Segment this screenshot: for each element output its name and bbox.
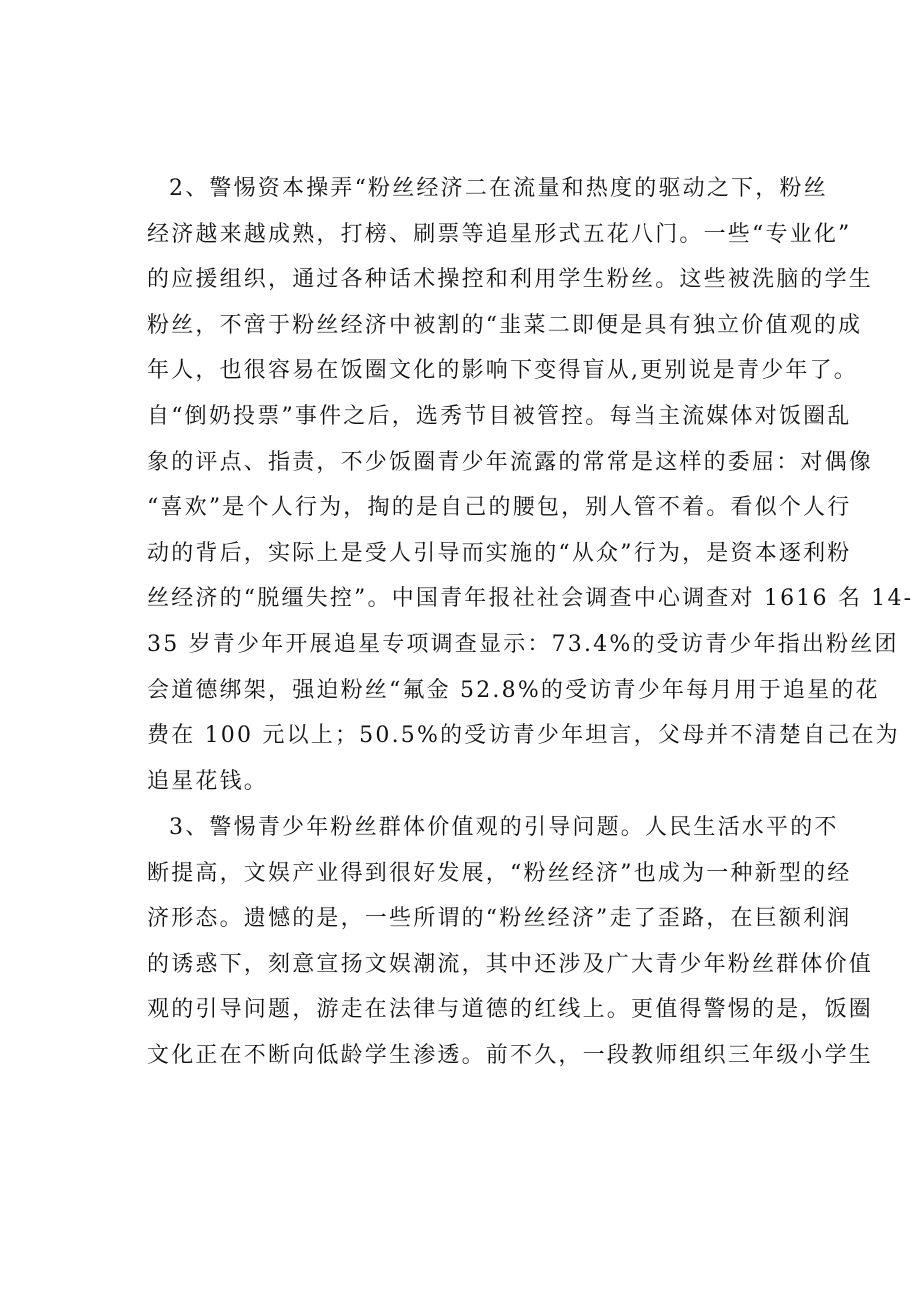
text-line: 年人，也很容易在饭圈文化的影响下变得盲从,更别说是青少年了。 [147, 358, 858, 384]
text-line: 粉丝，不啻于粉丝经济中被割的“韭菜二即便是具有独立价值观的成 [147, 312, 863, 338]
text-line: 费在 100 元以上；50.5%的受访青少年坦言，父母并不清楚自己在为 [147, 723, 900, 749]
text-line: 会道德绑架，强迫粉丝“氟金 52.8%的受访青少年每月用于追星的花 [147, 677, 880, 703]
paragraph-2 [147, 166, 914, 804]
text-line: 济形态。遗憾的是，一些所谓的“粉丝经济”走了歪路，在巨额利润 [147, 906, 852, 932]
text-line: 3、警惕青少年粉丝群体价值观的引导问题。人民生活水平的不 [169, 815, 839, 840]
text-line: “喜欢”是个人行为，掏的是自己的腰包，别人管不着。看似个人行 [147, 495, 852, 521]
text-line: 自“倒奶投票”事件之后，选秀节目被管控。每当主流媒体对饭圈乱 [147, 403, 852, 429]
text-line: 文化正在不断向低龄学生渗透。前不久，一段教师组织三年级小学生 [147, 1042, 874, 1068]
text-line: 观的引导问题，游走在法律与道德的红线上。更值得警惕的是，饭圈 [147, 997, 874, 1023]
text-line: 的诱惑下，刻意宣扬文娱潮流，其中还涉及广大青少年粉丝群体价值 [147, 951, 874, 977]
paragraph-3 [147, 805, 874, 1079]
text-line: 2、警惕资本操弄“粉丝经济二在流量和热度的驱动之下，粉丝 [169, 176, 828, 201]
text-line: 的应援组织，通过各种话术操控和利用学生粉丝。这些被洗脑的学生 [147, 267, 874, 293]
text-line: 追星花钱。 [147, 768, 269, 794]
text-line: 丝经济的“脱缰失控”。中国青年报社社会调查中心调查对 1616 名 14- [147, 586, 914, 612]
text-line: 断提高，文娱产业得到很好发展，“粉丝经济”也成为一种新型的经 [147, 860, 852, 886]
text-line: 经济越来越成熟，打榜、刷票等追星形式五花八门。一些“专业化” [147, 221, 852, 247]
text-line: 象的评点、指责，不少饭圈青少年流露的常常是这样的委屈：对偶像 [147, 449, 874, 475]
text-line: 动的背后，实际上是受人引导而实施的“从众”行为，是资本逐利粉 [147, 540, 852, 566]
text-line: 35 岁青少年开展追星专项调查显示：73.4%的受访青少年指出粉丝团 [147, 631, 899, 657]
